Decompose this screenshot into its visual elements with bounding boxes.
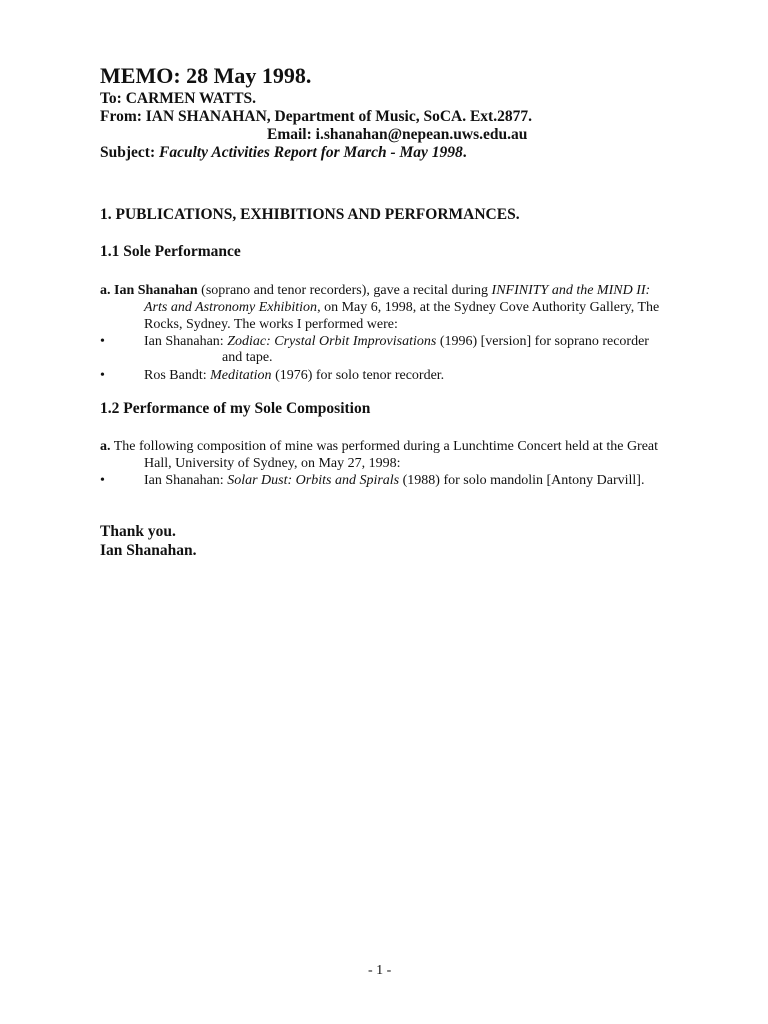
work-list-item-continuation: and tape. (222, 350, 273, 365)
work-title: Meditation (210, 368, 272, 383)
bullet-marker: • (100, 368, 105, 383)
memo-to-line: To: CARMEN WATTS. (100, 90, 257, 107)
work-list-item (144, 333, 649, 350)
memo-subject-line (100, 144, 467, 162)
memo-email-line: Email: i.shanahan@nepean.uws.edu.au (267, 126, 528, 143)
work-details: (1976) for solo tenor recorder. (271, 368, 445, 383)
composition-performance-line-1 (100, 438, 658, 455)
closing-signature: Ian Shanahan. (100, 542, 197, 559)
work-title: Zodiac: Crystal Orbit Improvisations (227, 334, 437, 349)
work-list-item (144, 367, 444, 384)
memo-title: MEMO: 28 May 1998. (100, 63, 312, 88)
sole-performance-line-2 (144, 299, 659, 316)
composition-performance-text: The following composition of mine was performed during a Lunchtime Concert held at the Great (110, 439, 659, 454)
item-label: a. (100, 283, 114, 298)
work-details: (1988) for solo mandolin [Antony Darvill]. (399, 473, 645, 488)
section-heading-1: 1. PUBLICATIONS, EXHIBITIONS AND PERFORMANCES. (100, 206, 520, 223)
composer: Ros Bandt: (144, 368, 211, 383)
bullet-marker: • (100, 473, 105, 488)
closing-thanks: Thank you. (100, 523, 176, 540)
performer-name: Ian Shanahan (114, 283, 198, 298)
memo-from-line: From: IAN SHANAHAN, Department of Music, SoCA. Ext.2877. (100, 108, 532, 125)
subsection-heading-1-2: 1.2 Performance of my Sole Composition (100, 400, 371, 417)
work-list-item (144, 472, 644, 489)
subject-label: Subject: (100, 144, 159, 161)
sole-performance-line-3: Rocks, Sydney. The works I performed were: (144, 317, 398, 332)
sole-performance-text: (soprano and tenor recorders), gave a recital during (197, 283, 492, 298)
composer: Ian Shanahan: (144, 334, 228, 349)
exhibition-title-part-2: Arts and Astronomy Exhibition (144, 300, 318, 315)
page-number: - 1 - (368, 963, 392, 978)
sole-performance-venue: , on May 6, 1998, at the Sydney Cove Authority Gallery, The (317, 300, 660, 315)
composer: Ian Shanahan: (144, 473, 228, 488)
bullet-marker: • (100, 334, 105, 349)
subsection-heading-1-1: 1.1 Sole Performance (100, 243, 241, 260)
item-label: a. (100, 439, 111, 454)
work-details: (1996) [version] for soprano recorder (436, 334, 649, 349)
subject-end: . (462, 144, 467, 161)
sole-performance-line-1 (100, 282, 650, 299)
composition-performance-line-2: Hall, University of Sydney, on May 27, 1998: (144, 456, 401, 471)
work-title: Solar Dust: Orbits and Spirals (227, 473, 400, 488)
exhibition-title-part-1: INFINITY and the MIND II: (491, 283, 651, 298)
subject-text: Faculty Activities Report for March - May 1998 (158, 144, 463, 161)
